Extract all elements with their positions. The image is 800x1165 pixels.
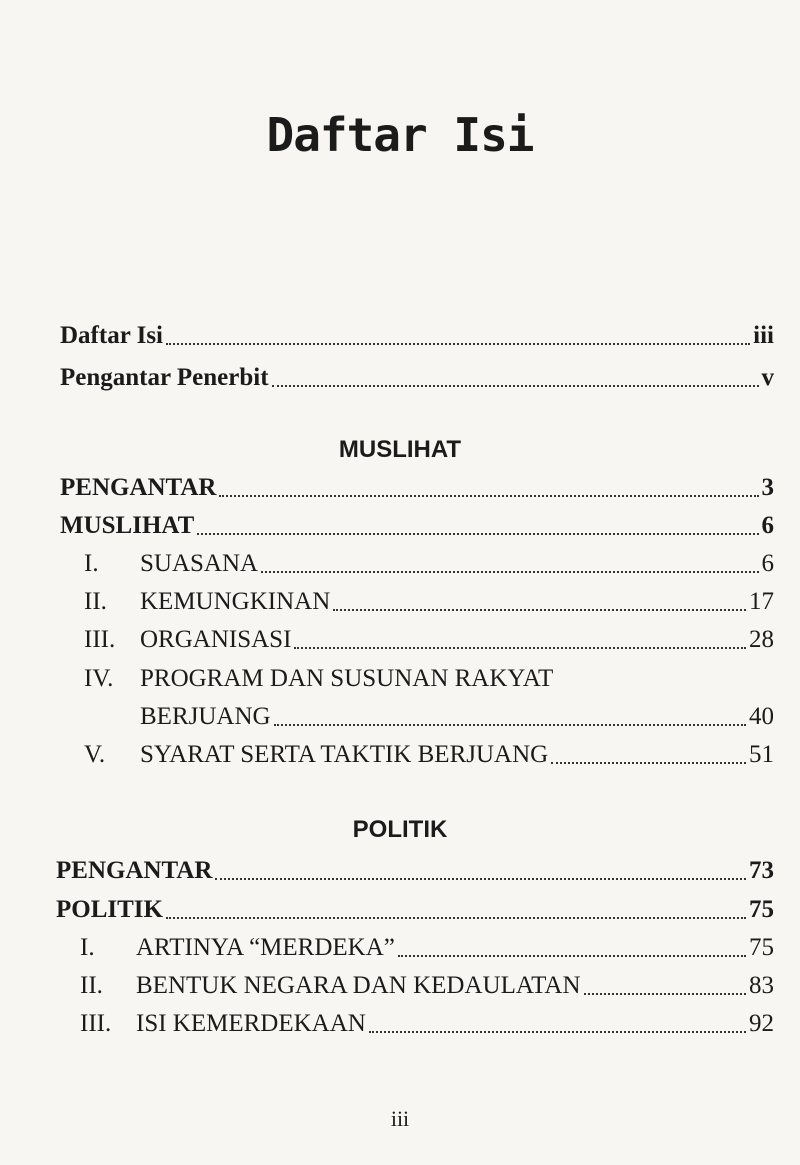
dot-leader	[294, 647, 746, 649]
toc-entry-page: 83	[749, 972, 774, 999]
toc-entry-label: POLITIK	[56, 896, 163, 923]
toc-entry-page: 73	[749, 857, 774, 884]
toc-entry-label: PENGANTAR	[56, 857, 213, 884]
toc-entry-page: 6	[761, 512, 774, 539]
dot-leader	[197, 533, 758, 535]
toc-entry-label: Pengantar Penerbit	[60, 364, 269, 391]
toc-entry-page: 6	[761, 550, 774, 577]
dot-leader	[215, 878, 746, 880]
dot-leader	[274, 724, 746, 726]
toc-chapter	[84, 584, 774, 620]
section-heading-muslihat: MUSLIHAT	[338, 436, 462, 463]
chapter-number: III.	[84, 626, 116, 653]
chapter-title: SYARAT SERTA TAKTIK BERJUANG	[140, 741, 549, 768]
dot-leader	[272, 385, 759, 387]
chapter-title: BENTUK NEGARA DAN KEDAULATAN	[136, 972, 581, 999]
toc-entry-page: 92	[749, 1010, 774, 1037]
toc-entry-politik	[56, 892, 774, 928]
chapter-number: IV.	[84, 665, 114, 692]
chapter-number: I.	[84, 550, 99, 577]
page-number: iii	[390, 1106, 410, 1131]
toc-entry-page: 75	[749, 896, 774, 923]
toc-entry-page: 51	[749, 741, 774, 768]
toc-entry-label: Daftar Isi	[60, 322, 164, 349]
toc-chapter	[80, 1006, 774, 1042]
toc-entry-label: PENGANTAR	[60, 474, 217, 501]
dot-leader	[333, 609, 746, 611]
dot-leader	[219, 495, 758, 497]
dot-leader	[166, 343, 750, 345]
dot-leader	[584, 993, 747, 995]
toc-chapter	[84, 737, 774, 773]
toc-entry-muslihat	[60, 508, 774, 544]
dot-leader	[398, 955, 746, 957]
chapter-title: ISI KEMERDEKAAN	[136, 1010, 366, 1037]
toc-chapter	[80, 968, 774, 1004]
toc-entry-pengantar	[60, 470, 774, 506]
chapter-number: I.	[80, 934, 95, 961]
toc-entry-page: 3	[761, 474, 774, 501]
chapter-number: II.	[84, 588, 107, 615]
dot-leader	[551, 762, 746, 764]
toc-entry-page: 40	[749, 703, 774, 730]
chapter-number: V.	[84, 741, 106, 768]
dot-leader	[166, 917, 746, 919]
toc-entry-pengantar	[56, 853, 774, 889]
page-title: Daftar Isi	[266, 108, 534, 162]
chapter-title: ARTINYA “MERDEKA”	[136, 934, 395, 961]
toc-chapter	[84, 546, 774, 582]
chapter-title-continued: BERJUANG	[140, 703, 271, 730]
toc-chapter-first-line	[84, 661, 553, 697]
toc-entry-page: iii	[753, 322, 774, 349]
dot-leader	[369, 1031, 746, 1033]
toc-entry-pengantar-penerbit	[60, 360, 774, 396]
chapter-title: ORGANISASI	[140, 626, 292, 653]
toc-entry-page: 75	[749, 934, 774, 961]
chapter-title: KEMUNGKINAN	[140, 588, 331, 615]
toc-entry-label: MUSLIHAT	[60, 512, 195, 539]
toc-entry-daftar-isi	[60, 318, 774, 354]
section-heading-politik: POLITIK	[352, 816, 448, 843]
toc-entry-page: v	[761, 364, 774, 391]
chapter-number: III.	[80, 1010, 112, 1037]
toc-entry-page: 28	[749, 626, 774, 653]
toc-chapter-continuation	[140, 699, 774, 735]
toc-chapter	[80, 930, 774, 966]
toc-entry-page: 17	[749, 588, 774, 615]
toc-chapter	[84, 622, 774, 658]
chapter-number: II.	[80, 972, 103, 999]
dot-leader	[261, 571, 758, 573]
chapter-title: PROGRAM DAN SUSUNAN RAKYAT	[140, 665, 554, 692]
chapter-title: SUASANA	[140, 550, 259, 577]
